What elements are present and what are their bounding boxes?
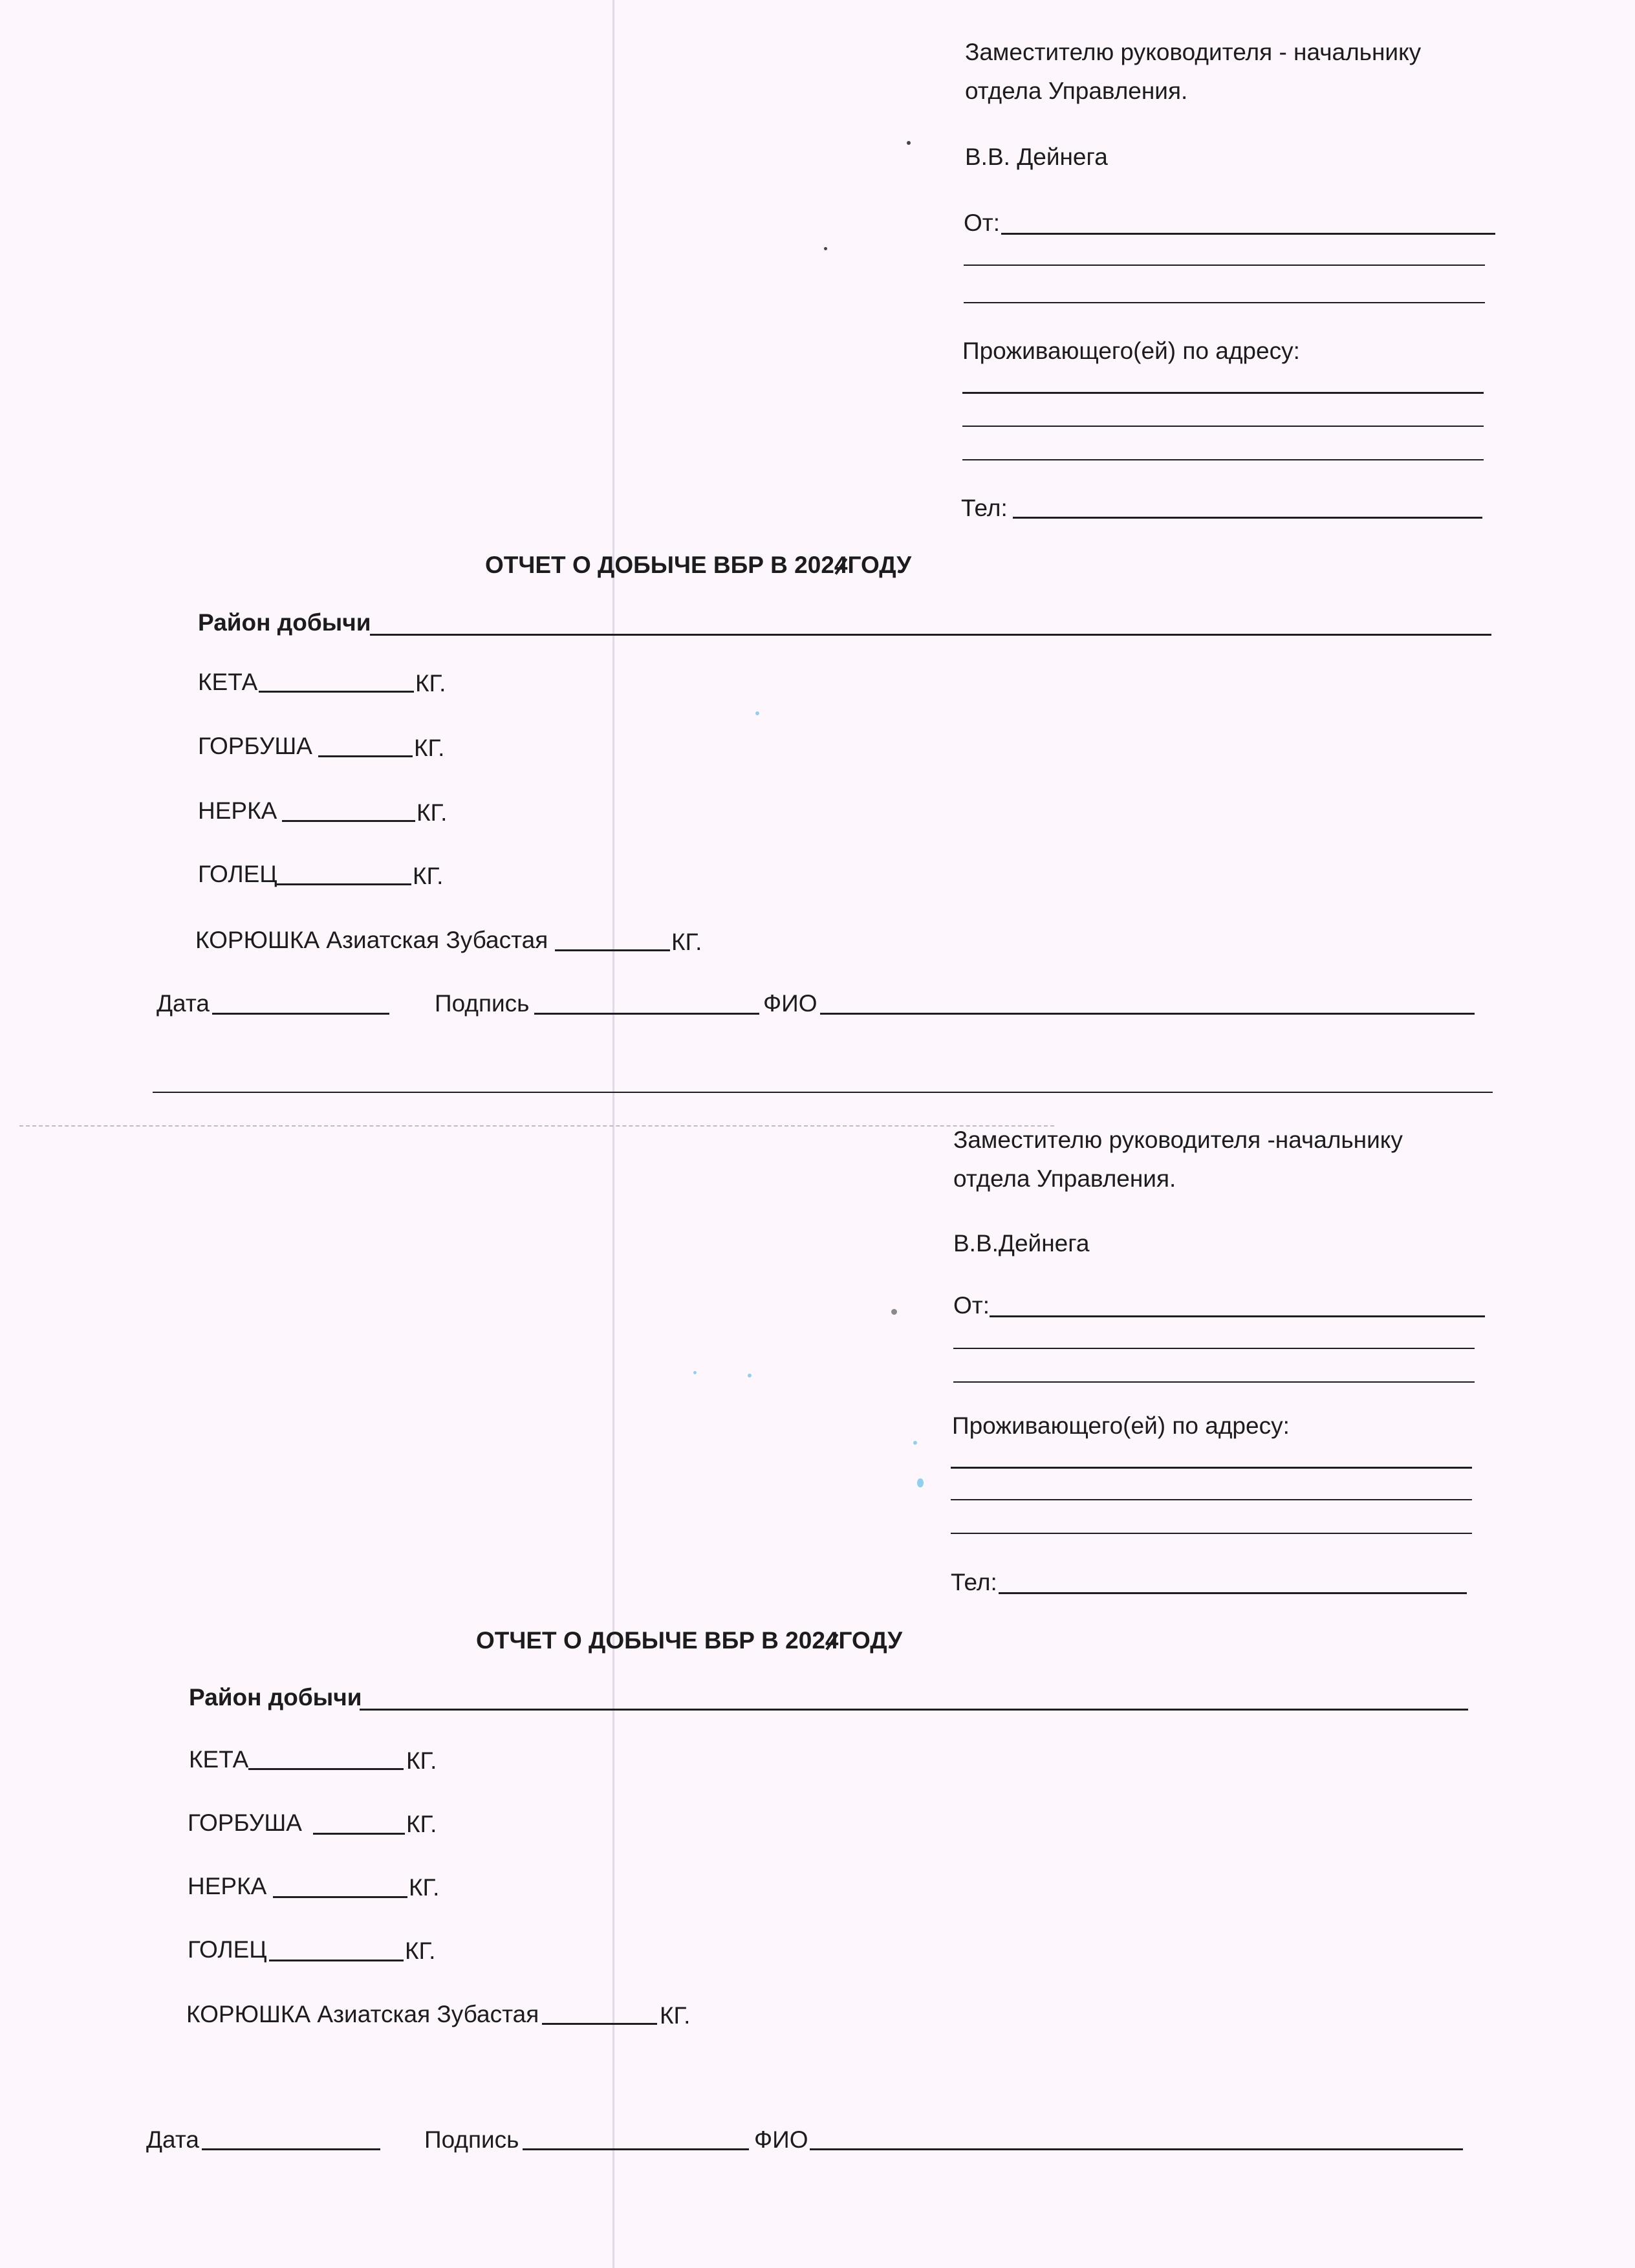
recipient-name: В.В.Дейнега	[953, 1230, 1090, 1257]
from-field-line-3[interactable]	[953, 1381, 1475, 1383]
scan-speck	[907, 141, 911, 145]
species-nerka-unit: КГ.	[417, 799, 448, 826]
signature-field[interactable]	[534, 1013, 759, 1015]
phone-field[interactable]	[1013, 517, 1482, 519]
species-keta-label: КЕТА	[189, 1746, 249, 1773]
from-label: От:	[953, 1292, 990, 1319]
species-keta-field[interactable]	[248, 1768, 404, 1770]
phone-label: Тел:	[951, 1569, 997, 1595]
phone-label: Тел:	[961, 495, 1008, 521]
cut-line	[153, 1092, 1493, 1093]
report-title: ОТЧЕТ О ДОБЫЧЕ ВБР В 2024ГОДУ	[485, 552, 912, 578]
scan-speck	[913, 1441, 917, 1445]
recipient-line-2: отдела Управления.	[953, 1165, 1176, 1192]
address-field-line-2[interactable]	[951, 1499, 1472, 1500]
address-field-line-3[interactable]	[962, 459, 1484, 460]
fio-field[interactable]	[820, 1013, 1475, 1015]
date-field[interactable]	[212, 1013, 389, 1015]
species-nerka-field[interactable]	[282, 820, 415, 822]
paper-fold-vertical	[612, 0, 614, 2268]
species-gorbusha-field[interactable]	[318, 755, 413, 757]
district-field[interactable]	[360, 1709, 1468, 1711]
address-label: Проживающего(ей) по адресу:	[952, 1412, 1290, 1439]
date-field[interactable]	[202, 2148, 380, 2150]
recipient-name: В.В. Дейнега	[965, 144, 1108, 170]
signature-label: Подпись	[435, 990, 530, 1017]
species-koryushka-unit: КГ.	[660, 2002, 691, 2029]
scan-speck	[748, 1374, 752, 1377]
recipient-line-1: Заместителю руководителя -начальнику	[953, 1127, 1403, 1153]
scan-speck	[755, 711, 759, 715]
from-field-line-2[interactable]	[953, 1348, 1475, 1349]
species-golets-field[interactable]	[277, 883, 411, 885]
from-field-line-3[interactable]	[964, 302, 1485, 303]
district-field[interactable]	[370, 634, 1491, 636]
species-keta-label: КЕТА	[198, 669, 258, 695]
signature-label: Подпись	[424, 2126, 519, 2153]
paper-fold-horizontal	[19, 1125, 1054, 1127]
report-title: ОТЧЕТ О ДОБЫЧЕ ВБР В 2024ГОДУ	[476, 1627, 903, 1654]
species-gorbusha-label: ГОРБУША	[188, 1809, 302, 1836]
species-gorbusha-field[interactable]	[313, 1833, 405, 1835]
species-keta-unit: КГ.	[406, 1747, 437, 1774]
corrected-year-digit: 4	[825, 1627, 839, 1654]
district-label: Район добычи	[198, 609, 371, 636]
recipient-line-1: Заместителю руководителя - начальнику	[965, 39, 1422, 65]
district-label: Район добычи	[189, 1684, 362, 1711]
recipient-line-2: отдела Управления.	[965, 78, 1188, 104]
species-koryushka-label: КОРЮШКА Азиатская Зубастая	[186, 2001, 539, 2027]
from-label: От:	[964, 210, 1001, 236]
corrected-year-digit: 4	[834, 552, 848, 578]
species-nerka-field[interactable]	[273, 1896, 407, 1898]
scan-speck	[917, 1478, 924, 1487]
species-keta-field[interactable]	[259, 691, 414, 693]
date-label: Дата	[157, 990, 210, 1017]
scan-speck	[824, 247, 827, 250]
species-nerka-label: НЕРКА	[188, 1873, 267, 1899]
from-field-line-2[interactable]	[964, 265, 1485, 266]
address-field-line-3[interactable]	[951, 1533, 1472, 1534]
species-golets-label: ГОЛЕЦ	[188, 1936, 267, 1963]
signature-field[interactable]	[523, 2148, 749, 2150]
scan-speck	[891, 1309, 897, 1315]
fio-field[interactable]	[810, 2148, 1463, 2150]
species-nerka-label: НЕРКА	[198, 797, 277, 824]
species-golets-label: ГОЛЕЦ	[198, 861, 277, 887]
species-keta-unit: КГ.	[415, 670, 446, 697]
species-gorbusha-unit: КГ.	[414, 735, 445, 761]
address-field-line-2[interactable]	[962, 426, 1484, 427]
from-field[interactable]	[990, 1315, 1485, 1317]
address-field[interactable]	[962, 392, 1484, 394]
fio-label: ФИО	[754, 2126, 808, 2153]
species-nerka-unit: КГ.	[409, 1874, 440, 1901]
species-golets-unit: КГ.	[405, 1938, 436, 1964]
species-koryushka-label: КОРЮШКА Азиатская Зубастая	[195, 927, 548, 953]
address-label: Проживающего(ей) по адресу:	[962, 338, 1300, 364]
species-koryushka-unit: КГ.	[671, 929, 702, 955]
species-golets-field[interactable]	[269, 1960, 404, 1961]
scan-speck	[693, 1371, 697, 1374]
species-koryushka-field[interactable]	[542, 2023, 657, 2025]
date-label: Дата	[146, 2126, 199, 2153]
species-gorbusha-unit: КГ.	[406, 1811, 437, 1837]
species-gorbusha-label: ГОРБУША	[198, 733, 312, 759]
species-golets-unit: КГ.	[413, 863, 444, 889]
phone-field[interactable]	[999, 1592, 1467, 1594]
from-field[interactable]	[1001, 233, 1495, 235]
species-koryushka-field[interactable]	[555, 949, 670, 951]
address-field[interactable]	[951, 1467, 1472, 1469]
fio-label: ФИО	[763, 990, 817, 1017]
